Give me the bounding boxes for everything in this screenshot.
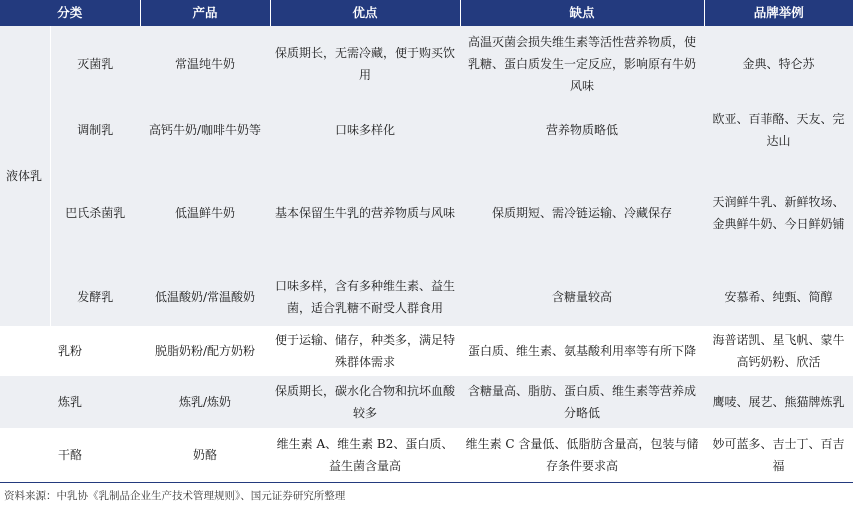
brands-cell: 海普诺凯、星飞帆、蒙牛高钙奶粉、欣活: [704, 326, 853, 376]
subcategory-cell: 发酵乳: [50, 268, 140, 326]
header-product: 产品: [140, 0, 270, 26]
table-row: [0, 326, 853, 376]
subcategory-cell: 灭菌乳: [50, 26, 140, 102]
product-cell: 奶酪: [140, 428, 270, 482]
pros-cell: 口味多样，含有多种维生素、益生菌，适合乳糖不耐受人群食用: [270, 268, 460, 326]
header-pros: 优点: [270, 0, 460, 26]
subcategory-cell: 巴氏杀菌乳: [50, 158, 140, 268]
cons-cell: 保质期短、需冷链运输、冷藏保存: [460, 158, 704, 268]
table-row: [0, 102, 853, 158]
table-row: [0, 268, 853, 326]
brands-cell: 安慕希、纯甄、简醇: [704, 268, 853, 326]
cons-cell: 维生素 C 含量低、低脂肪含量高，包装与储存条件要求高: [460, 428, 704, 482]
cons-cell: 高温灭菌会损失维生素等活性营养物质，使乳糖、蛋白质发生一定反应，影响原有牛奶风味: [460, 26, 704, 102]
category-cell: 干酪: [0, 428, 140, 482]
brands-cell: 欧亚、百菲酪、天友、完达山: [704, 102, 853, 158]
table-bottom-rule: [0, 482, 853, 483]
table-row: [0, 26, 853, 102]
source-note: 资料来源：中乳协《乳制品企业生产技术管理规则》、国元证券研究所整理: [4, 490, 346, 502]
product-cell: 低温酸奶/常温酸奶: [140, 268, 270, 326]
pros-cell: 维生素 A、维生素 B2、蛋白质、益生菌含量高: [270, 428, 460, 482]
pros-cell: 保质期长，碳水化合物和抗坏血酸较多: [270, 376, 460, 428]
product-cell: 高钙牛奶/咖啡牛奶等: [140, 102, 270, 158]
pros-cell: 基本保留生牛乳的营养物质与风味: [270, 158, 460, 268]
table-row: [0, 376, 853, 428]
header-category: 分类: [0, 0, 140, 26]
product-cell: 脱脂奶粉/配方奶粉: [140, 326, 270, 376]
brands-cell: 妙可蓝多、吉士丁、百吉福: [704, 428, 853, 482]
header-row: [0, 0, 853, 26]
pros-cell: 便于运输、储存，种类多，满足特殊群体需求: [270, 326, 460, 376]
brands-cell: 金典、特仑苏: [704, 26, 853, 102]
brands-cell: 鹰唛、展艺、熊猫牌炼乳: [704, 376, 853, 428]
product-cell: 低温鲜牛奶: [140, 158, 270, 268]
cons-cell: 含糖量较高: [460, 268, 704, 326]
brands-cell: 天润鲜牛乳、新鲜牧场、金典鲜牛奶、今日鲜奶铺: [704, 158, 853, 268]
pros-cell: 保质期长，无需冷藏，便于购买饮用: [270, 26, 460, 102]
category-cell: 炼乳: [0, 376, 140, 428]
table-row: [0, 158, 853, 268]
table-row: [0, 428, 853, 482]
subcategory-cell: 调制乳: [50, 102, 140, 158]
product-cell: 常温纯牛奶: [140, 26, 270, 102]
category-cell: 乳粉: [0, 326, 140, 376]
cons-cell: 蛋白质、维生素、氨基酸利用率等有所下降: [460, 326, 704, 376]
header-cons: 缺点: [460, 0, 704, 26]
category-cell: 液体乳: [0, 26, 50, 326]
header-brands: 品牌举例: [704, 0, 853, 26]
cons-cell: 营养物质略低: [460, 102, 704, 158]
pros-cell: 口味多样化: [270, 102, 460, 158]
product-cell: 炼乳/炼奶: [140, 376, 270, 428]
cons-cell: 含糖量高、脂肪、蛋白质、维生素等营养成分略低: [460, 376, 704, 428]
